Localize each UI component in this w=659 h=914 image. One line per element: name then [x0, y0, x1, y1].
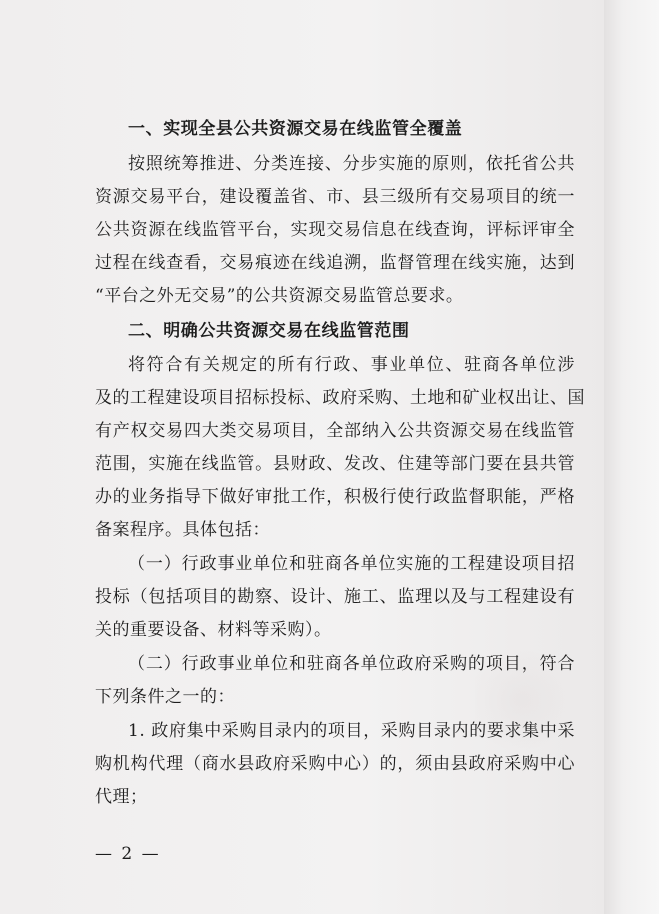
item-3-line-3: 代理；: [95, 787, 148, 807]
section-2-line-4: 范围，实施在线监管。县财政、发改、住建等部门要在县共管: [95, 454, 575, 474]
item-3-line-1: 1. 政府集中采购目录内的项目，采购目录内的要求集中采: [128, 721, 575, 741]
item-1-line-2: 投标（包括项目的勘察、设计、施工、监理以及与工程建设有: [95, 587, 575, 607]
section-1-line-1: 按照统筹推进、分类连接、分步实施的原则，依托省公共: [128, 154, 575, 174]
section-2-line-6: 备案程序。具体包括：: [95, 520, 270, 540]
page-number: — 2 —: [95, 844, 161, 864]
section-2-line-2: 及的工程建设项目招标投标、政府采购、土地和矿业权出让、国: [95, 388, 585, 408]
section-1-line-4: 过程在线查看，交易痕迹在线追溯，监督管理在线实施，达到: [95, 253, 575, 273]
item-2-line-1: （二）行政事业单位和驻商各单位政府采购的项目，符合: [128, 654, 575, 674]
section-1-line-5: “平台之外无交易”的公共资源交易监管总要求。: [95, 286, 464, 306]
section-1-heading: 一、实现全县公共资源交易在线监管全覆盖: [128, 119, 463, 139]
section-2-line-5: 办的业务指导下做好审批工作，积极行使行政监督职能，严格: [95, 487, 575, 507]
scan-margin: [604, 0, 659, 914]
item-2-line-2: 下列条件之一的：: [95, 687, 235, 707]
item-1-line-1: （一）行政事业单位和驻商各单位实施的工程建设项目招: [128, 554, 575, 574]
section-2-heading: 二、明确公共资源交易在线监管范围: [128, 321, 410, 341]
section-1-line-3: 公共资源在线监管平台，实现交易信息在线查询，评标评审全: [95, 220, 575, 240]
section-2-line-1: 将符合有关规定的所有行政、事业单位、驻商各单位涉: [128, 355, 575, 375]
section-1-line-2: 资源交易平台，建设覆盖省、市、县三级所有交易项目的统一: [95, 187, 575, 207]
item-1-line-3: 关的重要设备、材料等采购）。: [95, 620, 332, 640]
bleed-through-mark: [475, 640, 565, 760]
item-3-line-2: 购机构代理（商水县政府采购中心）的，须由县政府采购中心: [95, 754, 575, 774]
section-2-line-3: 有产权交易四大类交易项目，全部纳入公共资源交易在线监管: [95, 421, 575, 441]
